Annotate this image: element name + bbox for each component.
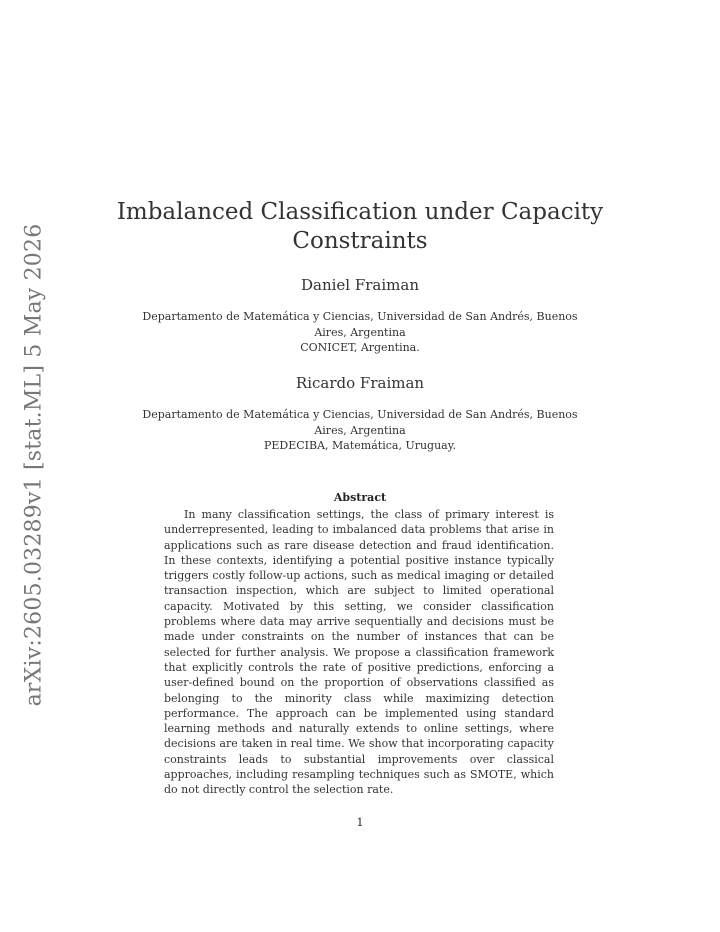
title-line-2: Constraints [292, 228, 428, 254]
affiliation-line: Aires, Argentina [314, 423, 406, 437]
title-line-1: Imbalanced Classification under Capacity [116, 199, 604, 225]
author-name-2: Ricardo Fraiman [295, 374, 425, 392]
arxiv-sidebar-stamp: arXiv:2605.03289v1 [stat.ML] 5 May 2026 [21, 223, 47, 707]
paper-title [0, 198, 720, 256]
page-number: 1 [356, 816, 364, 829]
author-affiliation-1 [0, 309, 720, 356]
affiliation-line: Departamento de Matemática y Ciencias, Universidad de San Andrés, Buenos [142, 408, 578, 421]
affiliation-line: Aires, Argentina [314, 325, 406, 339]
author-affiliation-2 [0, 407, 720, 454]
affiliation-line: Departamento de Matemática y Ciencias, Universidad de San Andrés, Buenos [142, 310, 578, 323]
author-name-1: Daniel Fraiman [300, 276, 419, 294]
affiliation-line: CONICET, Argentina. [300, 341, 420, 354]
abstract-heading: Abstract [333, 491, 387, 504]
affiliation-line: PEDECIBA, Matemática, Uruguay. [263, 439, 456, 452]
abstract-body: In many classification settings, the class of primary interest is underrepresented, leading to imbalanced data problems that arise in applications such as rare disease detection and fraud identification. In these contexts, identifying a potential positive instance typically triggers costly follow-up actions, such as medical imaging or detailed transaction inspection, which are subject to limited operational capacity. Motivated by this setting, we consider classification problems where data may arrive sequentially and decisions must be made under constraints on the number of instances that can be selected for further analysis. We propose a classification framework that explicitly controls the rate of positive predictions, enforcing a user-defined bound on the proportion of observations classified as belonging to the minority class while maximizing detection performance. The approach can be implemented using standard learning methods and naturally extends to online settings, where decisions are taken in real time. We show that incorporating capacity constraints leads to substantial improvements over classical approaches, including resampling techniques such as SMOTE, which do not directly control the selection rate. [164, 508, 554, 797]
